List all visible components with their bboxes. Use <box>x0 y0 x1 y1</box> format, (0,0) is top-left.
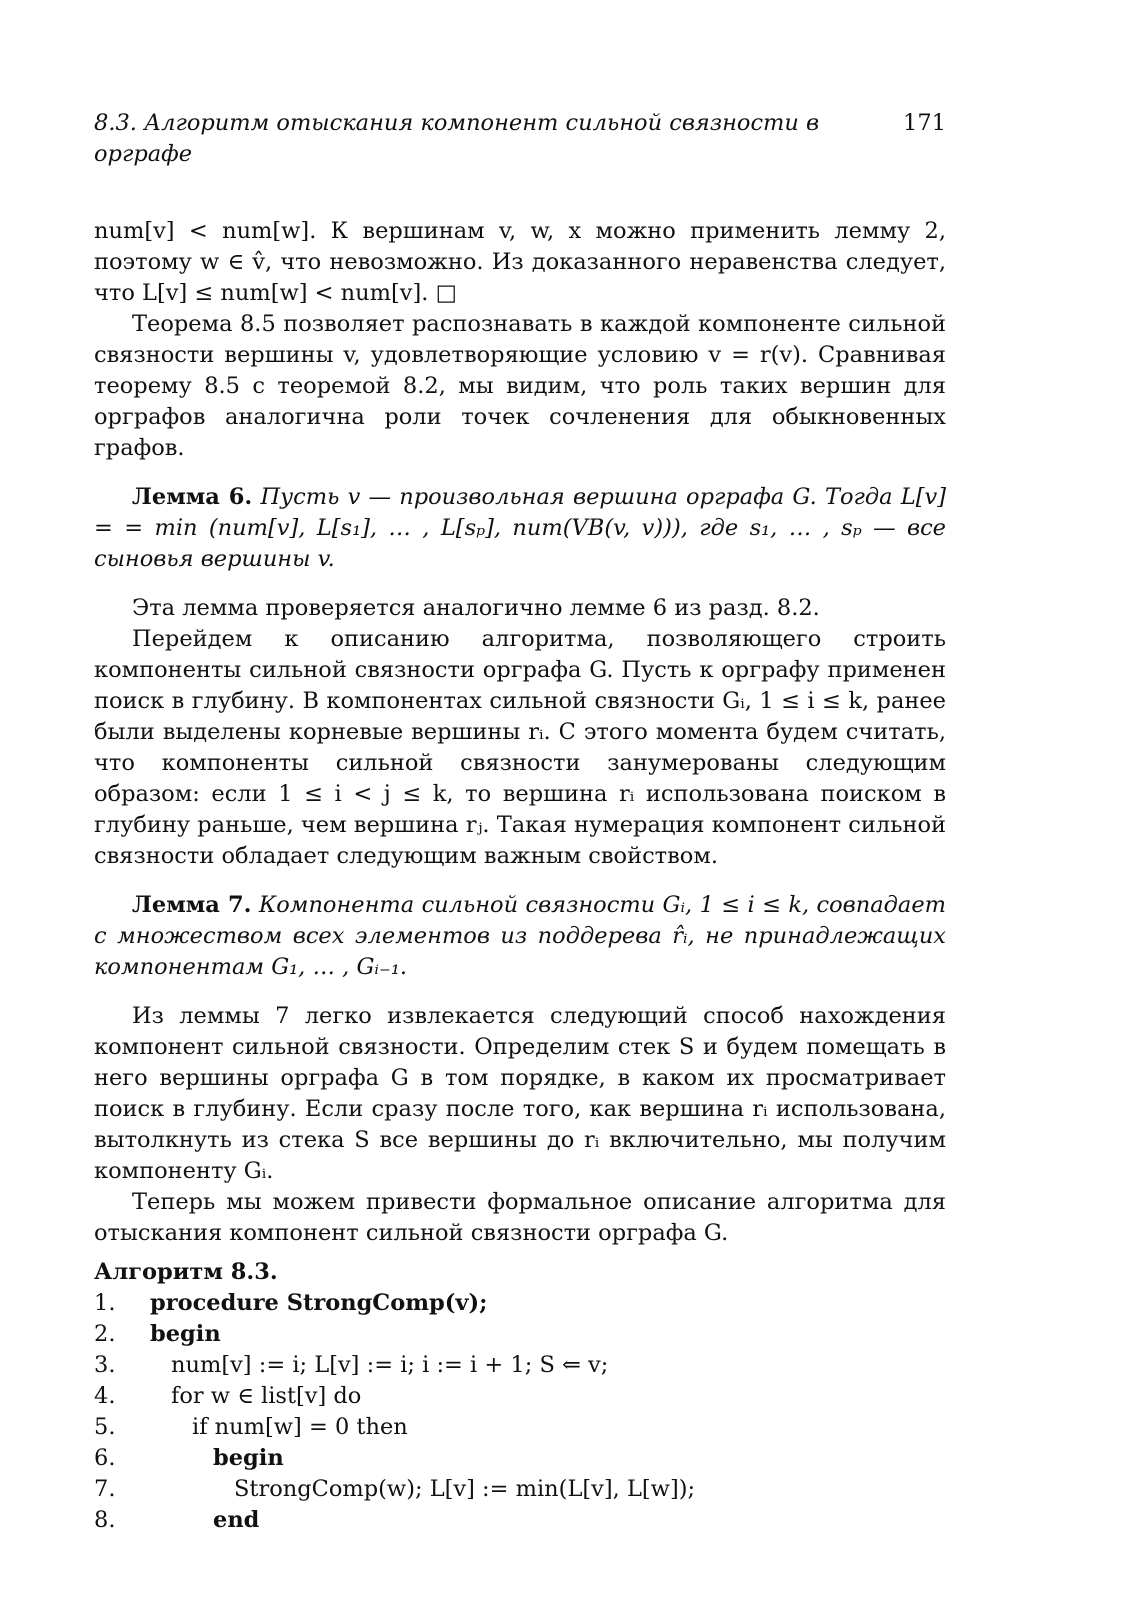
line-number: 4. <box>94 1383 116 1409</box>
paragraph-6: Теперь мы можем привести формальное описание алгоритма для отыскания компонент сильной связности орграфа G. <box>94 1189 946 1246</box>
code-line-5 <box>94 1412 946 1443</box>
code-text: begin <box>213 1445 284 1471</box>
code-text: begin <box>150 1321 221 1347</box>
code-text: StrongComp(w); L[v] := min(L[v], L[w]); <box>234 1476 696 1502</box>
paragraph-3: Эта лемма проверяется аналогично лемме 6 из разд. 8.2. <box>132 595 820 621</box>
header-title: 8.3. Алгоритм отыскания компонент сильной связности в орграфе <box>94 110 820 167</box>
code-line-2 <box>94 1319 946 1350</box>
code-line-8 <box>94 1505 946 1536</box>
page-number: 171 <box>903 110 946 136</box>
code-text: end <box>213 1507 260 1533</box>
running-header <box>94 108 946 170</box>
line-number: 6. <box>94 1445 116 1471</box>
paragraph-5: Из леммы 7 легко извлекается следующий способ нахождения компонент сильной связности. Определим стек S и будем помещать в него вершины орграфа G в том порядке, в каком их просматривает поиск в глубину. Если сразу после того, как вершина rᵢ использована, вытолкнуть из стека S все вершины до rᵢ включительно, мы получим компоненту Gᵢ. <box>94 1003 946 1184</box>
code-text: for w ∈ list[v] do <box>171 1383 362 1409</box>
lemma-7-label: Лемма 7. <box>132 892 252 918</box>
paragraph-2: Теорема 8.5 позволяет распознавать в каждой компоненте сильной связности вершины v, удовлетворяющие условию v = r(v). Сравнивая теорему 8.5 с теоремой 8.2, мы видим, что роль таких вершин для орграфов аналогична роли точек сочленения для обыкновенных графов. <box>94 311 946 461</box>
line-number: 5. <box>94 1414 116 1440</box>
code-text: num[v] := i; L[v] := i; i := i + 1; S ⇐ v; <box>171 1352 609 1378</box>
line-number: 2. <box>94 1321 116 1347</box>
line-number: 1. <box>94 1290 116 1316</box>
algorithm-title: Алгоритм 8.3. <box>94 1259 278 1285</box>
line-number: 8. <box>94 1507 116 1533</box>
line-number: 3. <box>94 1352 116 1378</box>
page <box>94 108 946 1536</box>
paragraph-1: num[v] < num[w]. К вершинам v, w, x можно применить лемму 2, поэтому w ∈ v̂, что невозможно. Из доказанного неравенства следует, что L[v] ≤ num[w] < num[v]. □ <box>94 218 946 306</box>
lemma-7-text: Компонента сильной связности Gᵢ, 1 ≤ i ≤ k, совпадает с множеством всех элементов из поддерева r̂ᵢ, не принадлежащих компонентам G₁, … , Gᵢ₋₁. <box>94 892 946 980</box>
code-line-3 <box>94 1350 946 1381</box>
code-text: procedure StrongComp(v); <box>150 1290 488 1316</box>
paragraph-4: Перейдем к описанию алгоритма, позволяющего строить компоненты сильной связности орграфа G. Пусть к орграфу применен поиск в глубину. В компонентах сильной связности Gᵢ, 1 ≤ i ≤ k, ранее были выделены корневые вершины rᵢ. С этого момента будем считать, что компоненты сильной связности занумерованы следующим образом: если 1 ≤ i < j ≤ k, то вершина rᵢ использована поиском в глубину раньше, чем вершина rⱼ. Такая нумерация компонент сильной связности обладает следующим важным свойством. <box>94 626 946 869</box>
code-text: if num[w] = 0 then <box>192 1414 408 1440</box>
algorithm-listing <box>94 1288 946 1536</box>
code-line-7 <box>94 1474 946 1505</box>
lemma-7 <box>94 890 946 983</box>
lemma-6-text: Пусть v — произвольная вершина орграфа G. Тогда L[v] = = min (num[v], L[s₁], … , L[sₚ], num(VB(v, v))), где s₁, … , sₚ — все сыновья вершины v. <box>94 484 947 572</box>
lemma-6-label: Лемма 6. <box>132 484 253 510</box>
code-line-6 <box>94 1443 946 1474</box>
line-number: 7. <box>94 1476 116 1502</box>
code-line-4 <box>94 1381 946 1412</box>
lemma-6 <box>94 482 946 575</box>
code-line-1 <box>94 1288 946 1319</box>
